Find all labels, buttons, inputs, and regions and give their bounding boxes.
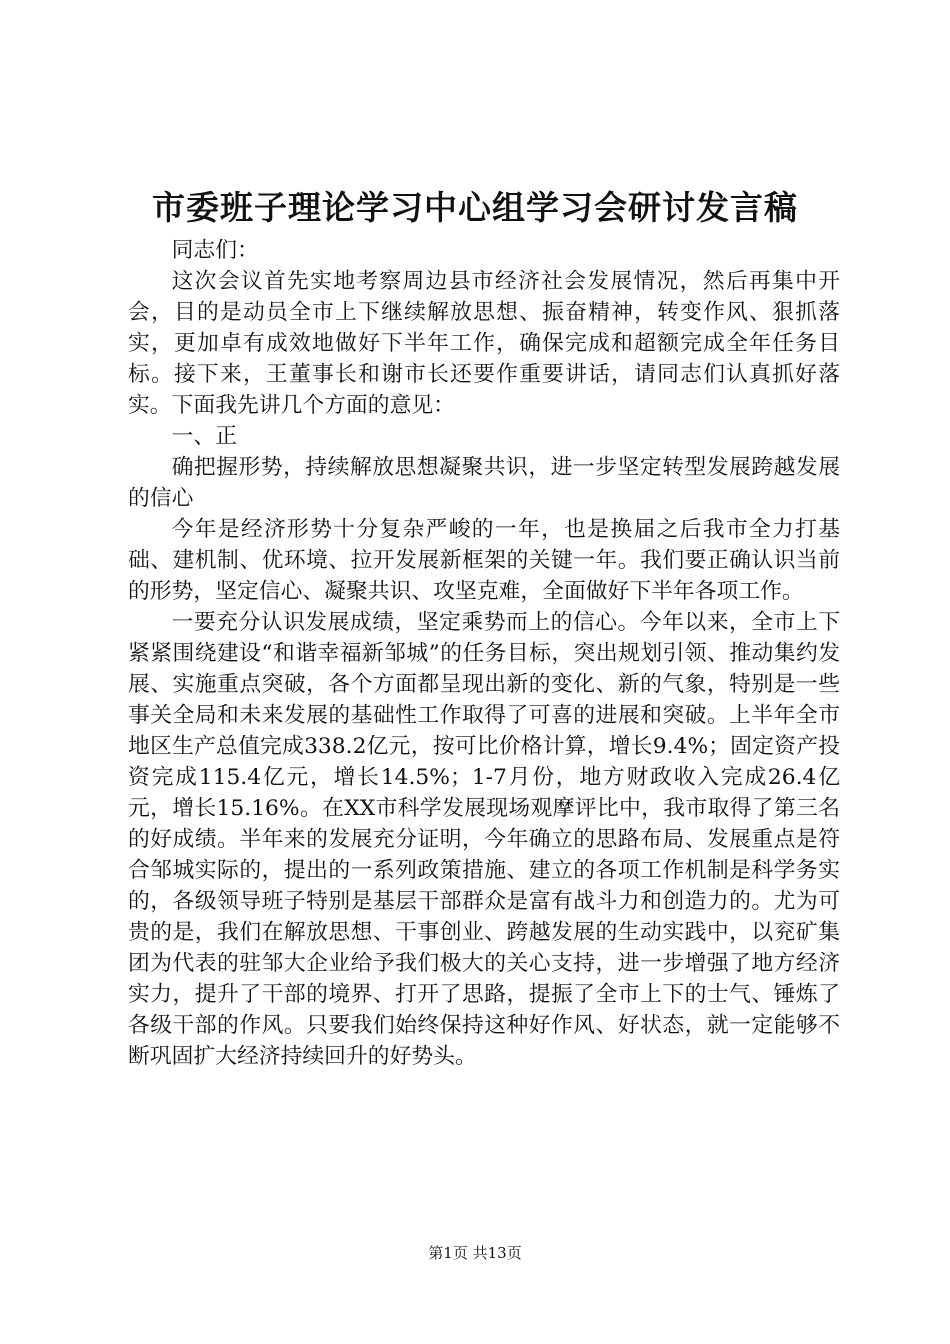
intro-paragraph: 这次会议首先实地考察周边县市经济社会发展情况，然后再集中开会，目的是动员全市上下继续解放思想、振奋精神，转变作风、狠抓落实，更加卓有成效地做好下半年工作，确保完成和超额完成全年任务目标。接下来，王董事长和谢市长还要作重要讲话，请同志们认真抓好落实。下面我先讲几个方面的意见：: [128, 269, 840, 418]
document-body: [128, 235, 840, 1072]
document-title: 市委班子理论学习中心组学习会研讨发言稿: [152, 188, 798, 227]
section-heading-paragraph: 确把握形势，持续解放思想凝聚共识，进一步坚定转型发展跨越发展的信心: [128, 455, 840, 511]
situation-paragraph: 今年是经济形势十分复杂严峻的一年，也是换届之后我市全力打基础、建机制、优环境、拉开发展新框架的关键一年。我们要正确认识当前的形势，坚定信心、凝聚共识、攻坚克难，全面做好下半年各项工作。: [128, 517, 840, 604]
achievement-paragraph: 一要充分认识发展成绩，坚定乘势而上的信心。今年以来，全市上下紧紧围绕建设“和谐幸福新邹城”的任务目标，突出规划引领、推动集约发展、实施重点突破，各个方面都呈现出新的变化、新的气象，特别是一些事关全局和未来发展的基础性工作取得了可喜的进展和突破。上半年全市地区生产总值完成338.2亿元，按可比价格计算，增长9.4%；固定资产投资完成115.4亿元，增长14.5%；1-7月份，地方财政收入完成26.4亿元，增长15.16%。在XX市科学发展现场观摩评比中，我市取得了第三名的好成绩。半年来的发展充分证明，今年确立的思路布局、发展重点是符合邹城实际的，提出的一系列政策措施、建立的各项工作机制是科学务实的，各级领导班子特别是基层干部群众是富有战斗力和创造力的。尤为可贵的是，我们在解放思想、干事创业、跨越发展的生动实践中，以兖矿集团为代表的驻邹大企业给予我们极大的关心支持，进一步增强了地方经济实力，提升了干部的境界、打开了思路，提振了全市上下的士气、锤炼了各级干部的作风。只要我们始终保持这种好作风、好状态，就一定能够不断巩固扩大经济持续回升的好势头。: [128, 610, 840, 1069]
page-number-footer: 第1页 共13页: [428, 1244, 522, 1262]
section-heading-fragment: 一、正: [171, 424, 237, 449]
salutation-paragraph: 同志们：: [171, 238, 259, 263]
